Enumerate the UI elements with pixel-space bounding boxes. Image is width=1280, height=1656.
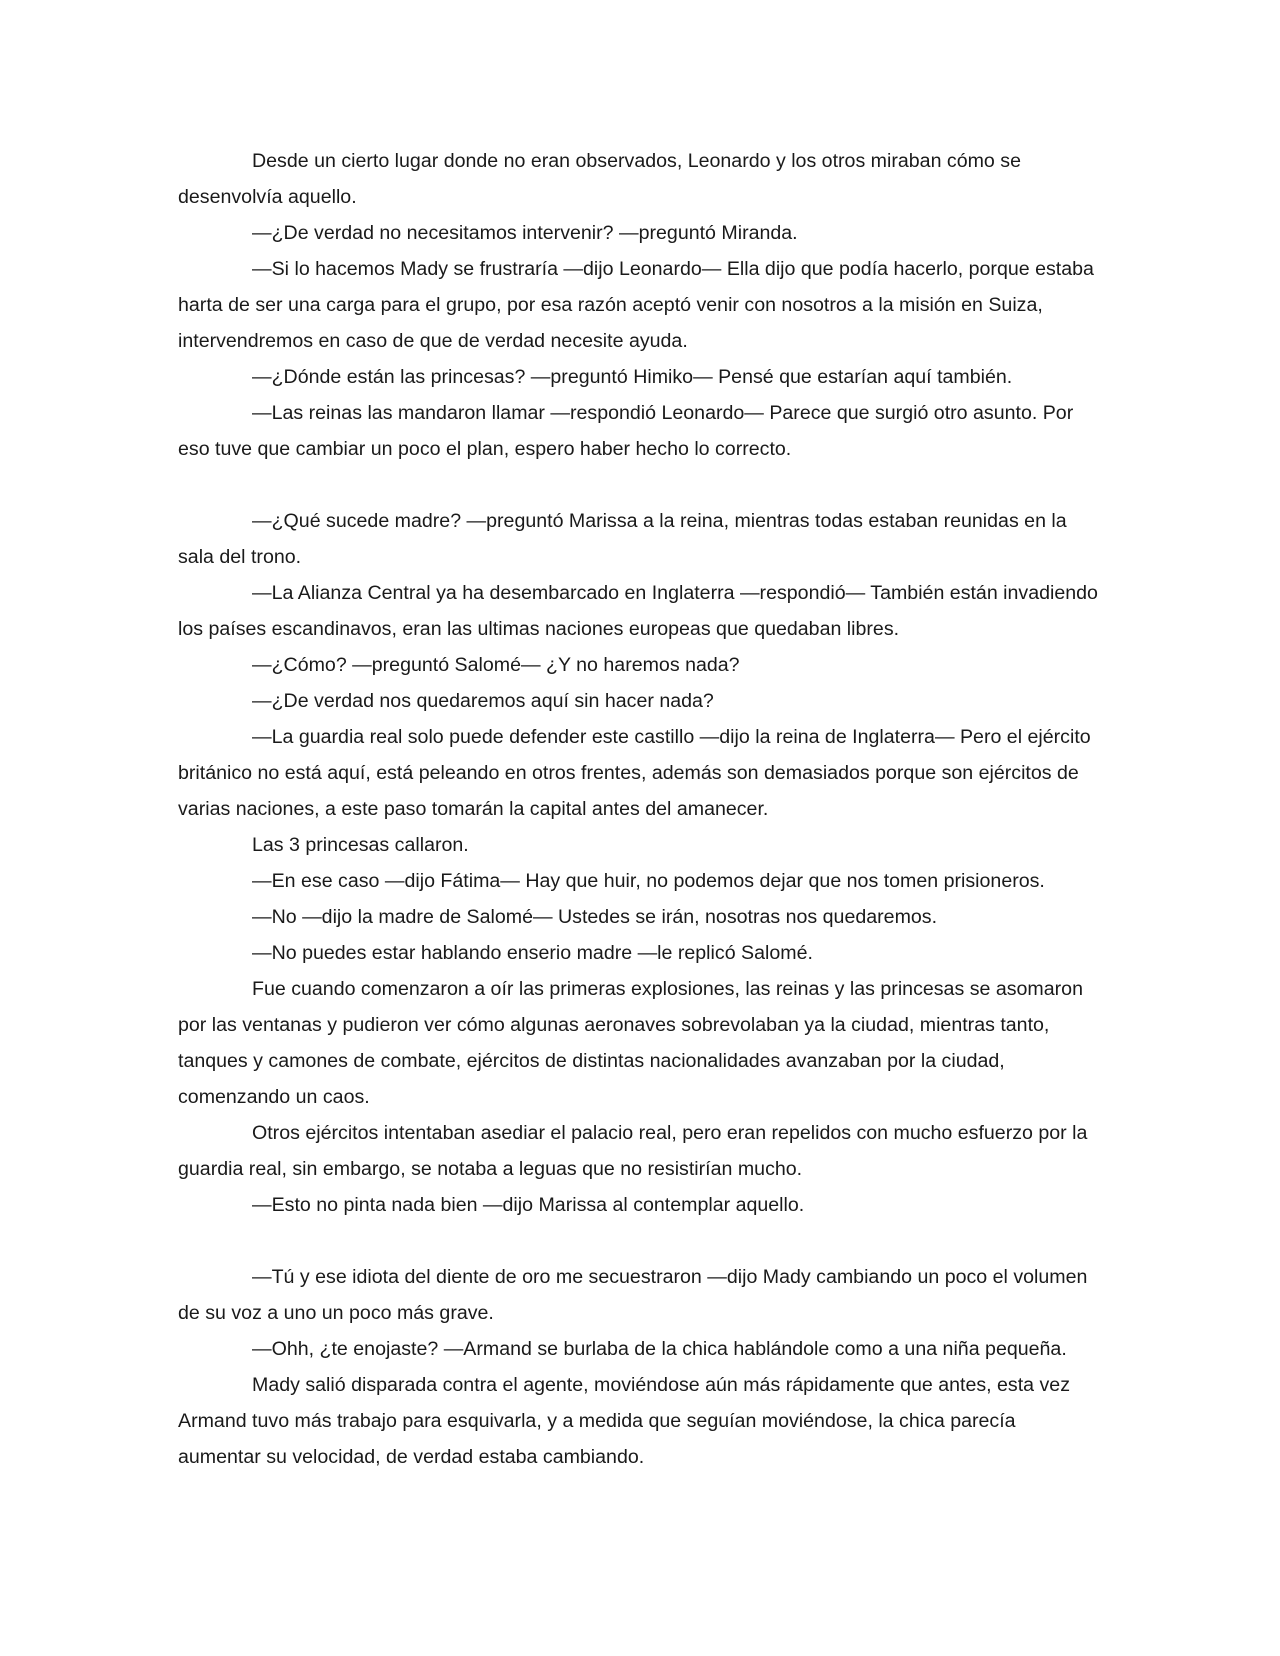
paragraph: Las 3 princesas callaron. xyxy=(252,834,469,856)
scene-3 xyxy=(178,1259,1103,1475)
paragraph: —En ese caso —dijo Fátima— Hay que huir, no podemos dejar que nos tomen prisioneros. xyxy=(252,870,1045,892)
paragraph: —¿Dónde están las princesas? —preguntó Himiko— Pensé que estarían aquí también. xyxy=(252,366,1013,388)
scene-2 xyxy=(178,503,1103,1223)
scene-break xyxy=(178,1223,1103,1259)
paragraph: Desde un cierto lugar donde no eran observados, Leonardo y los otros miraban cómo se desenvolvía aquello. xyxy=(178,150,1021,208)
paragraph: —Esto no pinta nada bien —dijo Marissa al contemplar aquello. xyxy=(252,1194,805,1216)
paragraph: —Ohh, ¿te enojaste? —Armand se burlaba de la chica hablándole como a una niña pequeña. xyxy=(252,1338,1067,1360)
paragraph: —Si lo hacemos Mady se frustraría —dijo Leonardo— Ella dijo que podía hacerlo, porque estaba harta de ser una carga para el grupo, por esa razón aceptó venir con nosotros a la misión en Suiza, intervendremos en caso de que de verdad necesite ayuda. xyxy=(178,258,1094,352)
document-body xyxy=(178,143,1103,1475)
paragraph: —¿De verdad no necesitamos intervenir? —preguntó Miranda. xyxy=(252,222,798,244)
paragraph: —¿Qué sucede madre? —preguntó Marissa a la reina, mientras todas estaban reunidas en la sala del trono. xyxy=(178,510,1067,568)
scene-1 xyxy=(178,143,1103,467)
paragraph: —¿De verdad nos quedaremos aquí sin hacer nada? xyxy=(252,690,714,712)
scene-break xyxy=(178,467,1103,503)
paragraph: Mady salió disparada contra el agente, moviéndose aún más rápidamente que antes, esta vez Armand tuvo más trabajo para esquivarla, y a medida que seguían moviéndose, la chica parecía aumentar su velocidad, de verdad estaba cambiando. xyxy=(178,1374,1070,1468)
paragraph: —Las reinas las mandaron llamar —respondió Leonardo— Parece que surgió otro asunto. Por eso tuve que cambiar un poco el plan, espero haber hecho lo correcto. xyxy=(178,402,1074,460)
paragraph: —¿Cómo? —preguntó Salomé— ¿Y no haremos nada? xyxy=(252,654,740,676)
paragraph: —La Alianza Central ya ha desembarcado en Inglaterra —respondió— También están invadiendo los países escandinavos, eran las ultimas naciones europeas que quedaban libres. xyxy=(178,582,1098,640)
paragraph: —Tú y ese idiota del diente de oro me secuestraron —dijo Mady cambiando un poco el volumen de su voz a uno un poco más grave. xyxy=(178,1266,1088,1324)
paragraph: Otros ejércitos intentaban asediar el palacio real, pero eran repelidos con mucho esfuerzo por la guardia real, sin embargo, se notaba a leguas que no resistirían mucho. xyxy=(178,1122,1088,1180)
paragraph: —No puedes estar hablando enserio madre —le replicó Salomé. xyxy=(252,942,813,964)
paragraph: —No —dijo la madre de Salomé— Ustedes se irán, nosotras nos quedaremos. xyxy=(252,906,938,928)
paragraph: Fue cuando comenzaron a oír las primeras explosiones, las reinas y las princesas se asomaron por las ventanas y pudieron ver cómo algunas aeronaves sobrevolaban ya la ciudad, mientras tanto, tanques y camones de combate, ejércitos de distintas nacionalidades avanzaban por la ciudad, comenzando un caos. xyxy=(178,978,1083,1108)
paragraph: —La guardia real solo puede defender este castillo —dijo la reina de Inglaterra— Pero el ejército británico no está aquí, está peleando en otros frentes, además son demasiados porque son ejércitos de varias naciones, a este paso tomarán la capital antes del amanecer. xyxy=(178,726,1091,820)
